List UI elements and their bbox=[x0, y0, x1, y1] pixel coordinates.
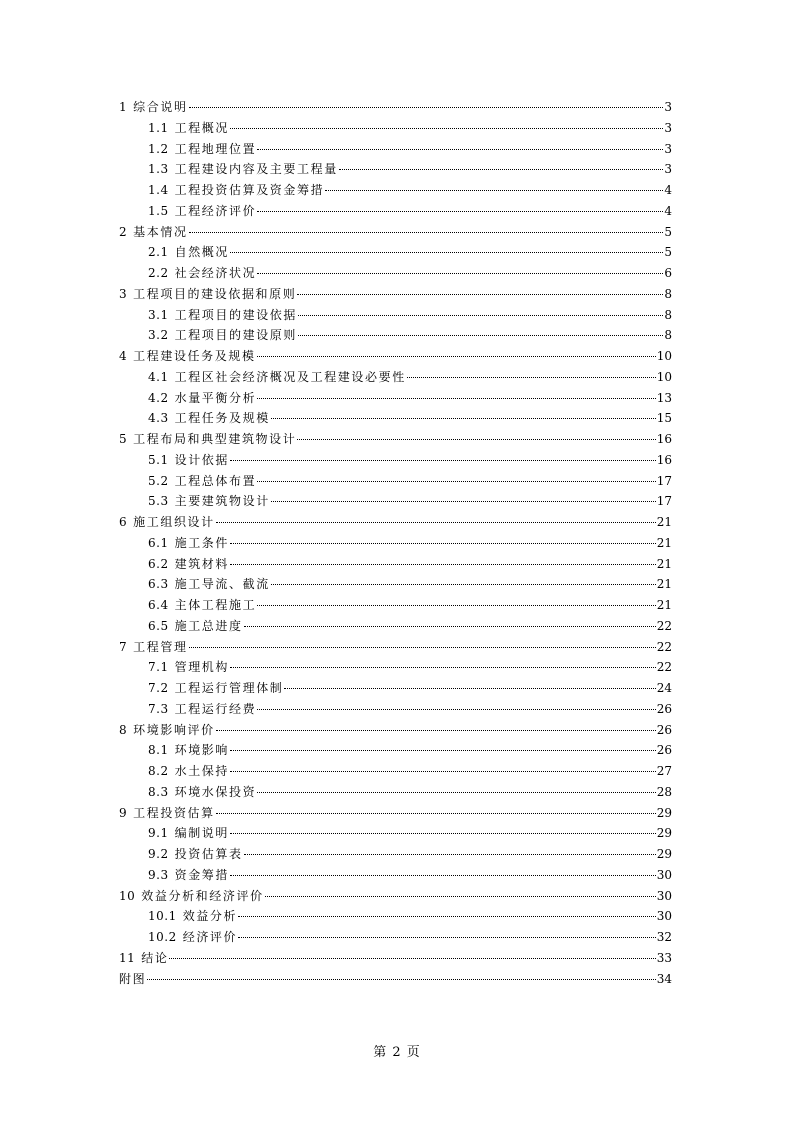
toc-entry[interactable] bbox=[119, 491, 672, 512]
toc-entry[interactable] bbox=[119, 906, 672, 927]
toc-entry-title: 效益分析 bbox=[182, 909, 238, 924]
toc-entry[interactable] bbox=[119, 554, 672, 575]
toc-entry-number: 4.3 bbox=[148, 411, 169, 426]
toc-entry-number: 7.2 bbox=[148, 681, 169, 695]
toc-entry-title: 工程投资估算及资金筹措 bbox=[174, 183, 325, 197]
toc-entry-number: 9.1 bbox=[148, 826, 169, 841]
toc-dot-leader bbox=[257, 356, 656, 357]
toc-entry-page: 30 bbox=[656, 909, 672, 924]
toc-entry[interactable] bbox=[119, 948, 672, 969]
toc-entry-page: 3 bbox=[664, 141, 672, 156]
toc-entry[interactable] bbox=[119, 720, 672, 741]
toc-entry-number: 1.3 bbox=[148, 162, 169, 177]
toc-dot-leader bbox=[257, 149, 663, 150]
toc-entry[interactable] bbox=[119, 180, 672, 201]
toc-entry-title: 水土保持 bbox=[174, 764, 229, 778]
toc-entry-number: 4.2 bbox=[148, 390, 169, 405]
toc-entry[interactable] bbox=[119, 450, 672, 471]
toc-entry-page: 29 bbox=[656, 847, 672, 861]
toc-entry[interactable] bbox=[119, 367, 672, 388]
toc-entry-page: 6 bbox=[664, 266, 672, 280]
toc-entry-number: 9.3 bbox=[148, 867, 169, 882]
toc-entry-title: 建筑材料 bbox=[174, 556, 229, 571]
toc-entry-page: 10 bbox=[656, 369, 672, 384]
toc-entry-title: 工程投资估算 bbox=[133, 805, 215, 820]
toc-entry-title: 施工总进度 bbox=[174, 618, 243, 633]
toc-entry-number: 1.5 bbox=[148, 203, 169, 218]
toc-entry[interactable] bbox=[119, 969, 672, 990]
toc-dot-leader bbox=[230, 771, 656, 772]
toc-entry-page: 15 bbox=[656, 411, 672, 426]
toc-entry-number: 8 bbox=[119, 722, 128, 737]
toc-dot-leader bbox=[216, 522, 656, 523]
toc-dot-leader bbox=[244, 626, 656, 627]
toc-dot-leader bbox=[230, 750, 656, 751]
toc-entry[interactable] bbox=[119, 657, 672, 678]
toc-dot-leader bbox=[271, 584, 656, 585]
toc-entry-page: 32 bbox=[656, 930, 672, 944]
toc-entry-number: 5.3 bbox=[148, 494, 169, 509]
toc-entry-page: 26 bbox=[656, 701, 672, 716]
toc-entry-page: 3 bbox=[664, 162, 672, 177]
toc-entry-number: 9 bbox=[119, 805, 128, 820]
toc-entry-page: 29 bbox=[656, 826, 672, 841]
toc-entry-number: 8.1 bbox=[148, 743, 169, 758]
toc-dot-leader bbox=[230, 875, 656, 876]
toc-entry-number: 10.2 bbox=[148, 930, 177, 944]
toc-dot-leader bbox=[297, 294, 663, 295]
toc-entry-title: 工程运行管理体制 bbox=[174, 681, 284, 695]
toc-entry-title: 经济评价 bbox=[182, 930, 238, 944]
toc-entry-number: 2 bbox=[119, 224, 128, 239]
toc-entry-number: 7 bbox=[119, 639, 128, 654]
toc-entry-page: 13 bbox=[656, 390, 672, 405]
toc-entry-page: 3 bbox=[664, 100, 672, 114]
toc-entry-title: 编制说明 bbox=[174, 826, 229, 841]
toc-dot-leader bbox=[216, 730, 656, 731]
toc-entry-page: 21 bbox=[656, 556, 672, 571]
toc-entry-page: 16 bbox=[656, 432, 672, 446]
toc-entry-title: 投资估算表 bbox=[174, 847, 243, 861]
toc-entry-title: 资金筹措 bbox=[174, 867, 229, 882]
toc-dot-leader bbox=[169, 958, 655, 959]
toc-entry-title: 附图 bbox=[119, 971, 147, 986]
toc-entry[interactable] bbox=[119, 740, 672, 761]
toc-entry[interactable] bbox=[119, 305, 672, 326]
toc-entry[interactable] bbox=[119, 803, 672, 824]
toc-entry-number: 1.1 bbox=[148, 120, 169, 135]
toc-dot-leader bbox=[230, 667, 656, 668]
toc-entry-title: 工程运行经费 bbox=[174, 701, 257, 716]
toc-entry-number: 3.1 bbox=[148, 307, 169, 322]
toc-entry-title: 主要建筑物设计 bbox=[174, 494, 270, 509]
toc-entry[interactable] bbox=[119, 927, 672, 948]
toc-entry-number: 9.2 bbox=[148, 847, 169, 861]
toc-entry-title: 工程任务及规模 bbox=[174, 411, 270, 426]
toc-entry-page: 34 bbox=[656, 971, 672, 986]
toc-entry[interactable] bbox=[119, 761, 672, 782]
toc-entry-page: 27 bbox=[656, 764, 672, 778]
toc-entry-number: 6.1 bbox=[148, 535, 169, 550]
toc-entry-number: 8.3 bbox=[148, 784, 169, 799]
toc-entry-title: 施工导流、截流 bbox=[174, 577, 270, 592]
toc-dot-leader bbox=[189, 107, 663, 108]
toc-entry-number: 1 bbox=[119, 100, 128, 114]
toc-entry-number: 2.2 bbox=[148, 266, 169, 280]
toc-dot-leader bbox=[298, 335, 663, 336]
toc-dot-leader bbox=[339, 169, 663, 170]
toc-dot-leader bbox=[216, 813, 656, 814]
table-of-contents bbox=[119, 97, 672, 989]
toc-dot-leader bbox=[230, 543, 656, 544]
toc-entry-title: 施工条件 bbox=[174, 535, 229, 550]
toc-entry-title: 环境影响评价 bbox=[133, 722, 215, 737]
toc-entry-title: 工程总体布置 bbox=[174, 473, 257, 488]
toc-entry[interactable] bbox=[119, 97, 672, 118]
toc-entry-title: 工程建设内容及主要工程量 bbox=[174, 162, 338, 177]
toc-entry[interactable] bbox=[119, 284, 672, 305]
toc-dot-leader bbox=[230, 460, 656, 461]
toc-dot-leader bbox=[257, 481, 656, 482]
toc-dot-leader bbox=[257, 709, 656, 710]
toc-entry-page: 10 bbox=[656, 349, 672, 363]
toc-entry-page: 17 bbox=[656, 494, 672, 509]
toc-entry-number: 10.1 bbox=[148, 909, 177, 924]
toc-entry-page: 33 bbox=[656, 950, 672, 965]
toc-entry-number: 4.1 bbox=[148, 369, 169, 384]
toc-entry[interactable] bbox=[119, 222, 672, 243]
toc-entry[interactable] bbox=[119, 637, 672, 658]
toc-entry-title: 环境影响 bbox=[174, 743, 229, 758]
toc-entry[interactable] bbox=[119, 346, 672, 367]
toc-entry-page: 29 bbox=[656, 805, 672, 820]
toc-entry-number: 11 bbox=[119, 950, 136, 965]
toc-entry-title: 自然概况 bbox=[174, 245, 229, 260]
toc-entry[interactable] bbox=[119, 201, 672, 222]
toc-entry-title: 工程建设任务及规模 bbox=[133, 349, 256, 363]
toc-entry[interactable] bbox=[119, 595, 672, 616]
toc-entry-title: 施工组织设计 bbox=[133, 515, 215, 529]
toc-entry-page: 21 bbox=[656, 535, 672, 550]
toc-entry[interactable] bbox=[119, 408, 672, 429]
toc-entry-number: 6.5 bbox=[148, 618, 169, 633]
toc-entry-number: 7.3 bbox=[148, 701, 169, 716]
toc-entry-title: 工程概况 bbox=[174, 120, 229, 135]
toc-entry-number: 5 bbox=[119, 432, 128, 446]
toc-dot-leader bbox=[147, 979, 656, 980]
toc-entry-page: 8 bbox=[664, 328, 672, 343]
toc-entry[interactable] bbox=[119, 242, 672, 263]
toc-entry-number: 1.2 bbox=[148, 141, 169, 156]
toc-entry-title: 工程地理位置 bbox=[174, 141, 257, 156]
toc-entry[interactable] bbox=[119, 388, 672, 409]
toc-dot-leader bbox=[230, 252, 663, 253]
toc-entry-page: 22 bbox=[656, 639, 672, 654]
toc-entry[interactable] bbox=[119, 118, 672, 139]
toc-entry-number: 10 bbox=[119, 888, 136, 903]
toc-entry-page: 22 bbox=[656, 618, 672, 633]
toc-entry-number: 5.1 bbox=[148, 452, 169, 467]
toc-entry-number: 8.2 bbox=[148, 764, 169, 778]
toc-entry-page: 30 bbox=[656, 867, 672, 882]
toc-entry-title: 工程经济评价 bbox=[174, 203, 257, 218]
toc-dot-leader bbox=[298, 315, 663, 316]
toc-dot-leader bbox=[265, 896, 656, 897]
toc-entry-number: 6.2 bbox=[148, 556, 169, 571]
toc-entry[interactable] bbox=[119, 886, 672, 907]
toc-dot-leader bbox=[297, 439, 655, 440]
toc-entry-number: 1.4 bbox=[148, 183, 169, 197]
toc-entry-title: 管理机构 bbox=[174, 660, 229, 675]
toc-entry-title: 设计依据 bbox=[174, 452, 229, 467]
toc-entry-number: 3 bbox=[119, 286, 128, 301]
toc-entry-page: 4 bbox=[664, 203, 672, 218]
toc-entry-title: 效益分析和经济评价 bbox=[141, 888, 264, 903]
toc-entry[interactable] bbox=[119, 823, 672, 844]
toc-entry-title: 主体工程施工 bbox=[174, 598, 257, 612]
toc-entry-number: 5.2 bbox=[148, 473, 169, 488]
toc-entry-page: 21 bbox=[656, 598, 672, 612]
toc-entry-page: 26 bbox=[656, 722, 672, 737]
toc-entry[interactable] bbox=[119, 616, 672, 637]
toc-dot-leader bbox=[257, 398, 656, 399]
toc-entry[interactable] bbox=[119, 865, 672, 886]
toc-dot-leader bbox=[230, 128, 663, 129]
toc-entry-page: 8 bbox=[664, 286, 672, 301]
toc-entry-title: 工程项目的建设依据和原则 bbox=[133, 286, 297, 301]
toc-entry[interactable] bbox=[119, 699, 672, 720]
toc-entry-page: 30 bbox=[656, 888, 672, 903]
toc-dot-leader bbox=[257, 605, 656, 606]
toc-entry-number: 6.3 bbox=[148, 577, 169, 592]
toc-entry[interactable] bbox=[119, 844, 672, 865]
toc-entry[interactable] bbox=[119, 263, 672, 284]
toc-entry-number: 3.2 bbox=[148, 328, 169, 343]
toc-dot-leader bbox=[189, 647, 656, 648]
toc-dot-leader bbox=[257, 273, 663, 274]
toc-dot-leader bbox=[230, 833, 656, 834]
toc-entry[interactable] bbox=[119, 512, 672, 533]
toc-entry-page: 4 bbox=[664, 183, 672, 197]
toc-entry-title: 工程区社会经济概况及工程建设必要性 bbox=[174, 369, 406, 384]
toc-entry-title: 综合说明 bbox=[133, 100, 188, 114]
toc-dot-leader bbox=[238, 916, 656, 917]
toc-entry-page: 16 bbox=[656, 452, 672, 467]
toc-entry[interactable] bbox=[119, 159, 672, 180]
toc-dot-leader bbox=[244, 854, 656, 855]
toc-entry[interactable] bbox=[119, 429, 672, 450]
toc-dot-leader bbox=[238, 937, 656, 938]
toc-entry-title: 工程管理 bbox=[133, 639, 188, 654]
toc-entry-number: 4 bbox=[119, 349, 128, 363]
toc-entry[interactable] bbox=[119, 325, 672, 346]
toc-entry-page: 17 bbox=[656, 473, 672, 488]
toc-entry-title: 基本情况 bbox=[133, 224, 188, 239]
toc-entry-number: 7.1 bbox=[148, 660, 169, 675]
toc-entry-title: 社会经济状况 bbox=[174, 266, 257, 280]
toc-entry-page: 22 bbox=[656, 660, 672, 675]
toc-entry-title: 工程布局和典型建筑物设计 bbox=[133, 432, 297, 446]
toc-entry[interactable] bbox=[119, 678, 672, 699]
toc-dot-leader bbox=[189, 232, 663, 233]
toc-entry-title: 结论 bbox=[141, 950, 169, 965]
page-footer: 第 2 页 bbox=[373, 1045, 421, 1060]
toc-entry-number: 2.1 bbox=[148, 245, 169, 260]
toc-dot-leader bbox=[271, 501, 656, 502]
toc-dot-leader bbox=[257, 792, 656, 793]
toc-entry-page: 21 bbox=[656, 515, 672, 529]
toc-entry-number: 6.4 bbox=[148, 598, 169, 612]
toc-dot-leader bbox=[407, 377, 656, 378]
toc-entry[interactable] bbox=[119, 533, 672, 554]
toc-entry-page: 26 bbox=[656, 743, 672, 758]
toc-entry[interactable] bbox=[119, 139, 672, 160]
toc-entry-title: 环境水保投资 bbox=[174, 784, 257, 799]
toc-entry-number: 6 bbox=[119, 515, 128, 529]
toc-dot-leader bbox=[325, 190, 663, 191]
toc-entry[interactable] bbox=[119, 471, 672, 492]
toc-entry[interactable] bbox=[119, 574, 672, 595]
toc-entry-title: 工程项目的建设原则 bbox=[174, 328, 297, 343]
toc-entry-title: 水量平衡分析 bbox=[174, 390, 257, 405]
toc-dot-leader bbox=[284, 688, 655, 689]
toc-entry-page: 21 bbox=[656, 577, 672, 592]
toc-entry-page: 24 bbox=[656, 681, 672, 695]
toc-entry-page: 28 bbox=[656, 784, 672, 799]
toc-dot-leader bbox=[257, 211, 663, 212]
toc-entry[interactable] bbox=[119, 782, 672, 803]
toc-entry-page: 8 bbox=[664, 307, 672, 322]
toc-entry-title: 工程项目的建设依据 bbox=[174, 307, 297, 322]
toc-entry-page: 3 bbox=[664, 120, 672, 135]
toc-dot-leader bbox=[230, 564, 656, 565]
toc-dot-leader bbox=[271, 418, 656, 419]
toc-entry-page: 5 bbox=[664, 245, 672, 260]
toc-entry-page: 5 bbox=[664, 224, 672, 239]
